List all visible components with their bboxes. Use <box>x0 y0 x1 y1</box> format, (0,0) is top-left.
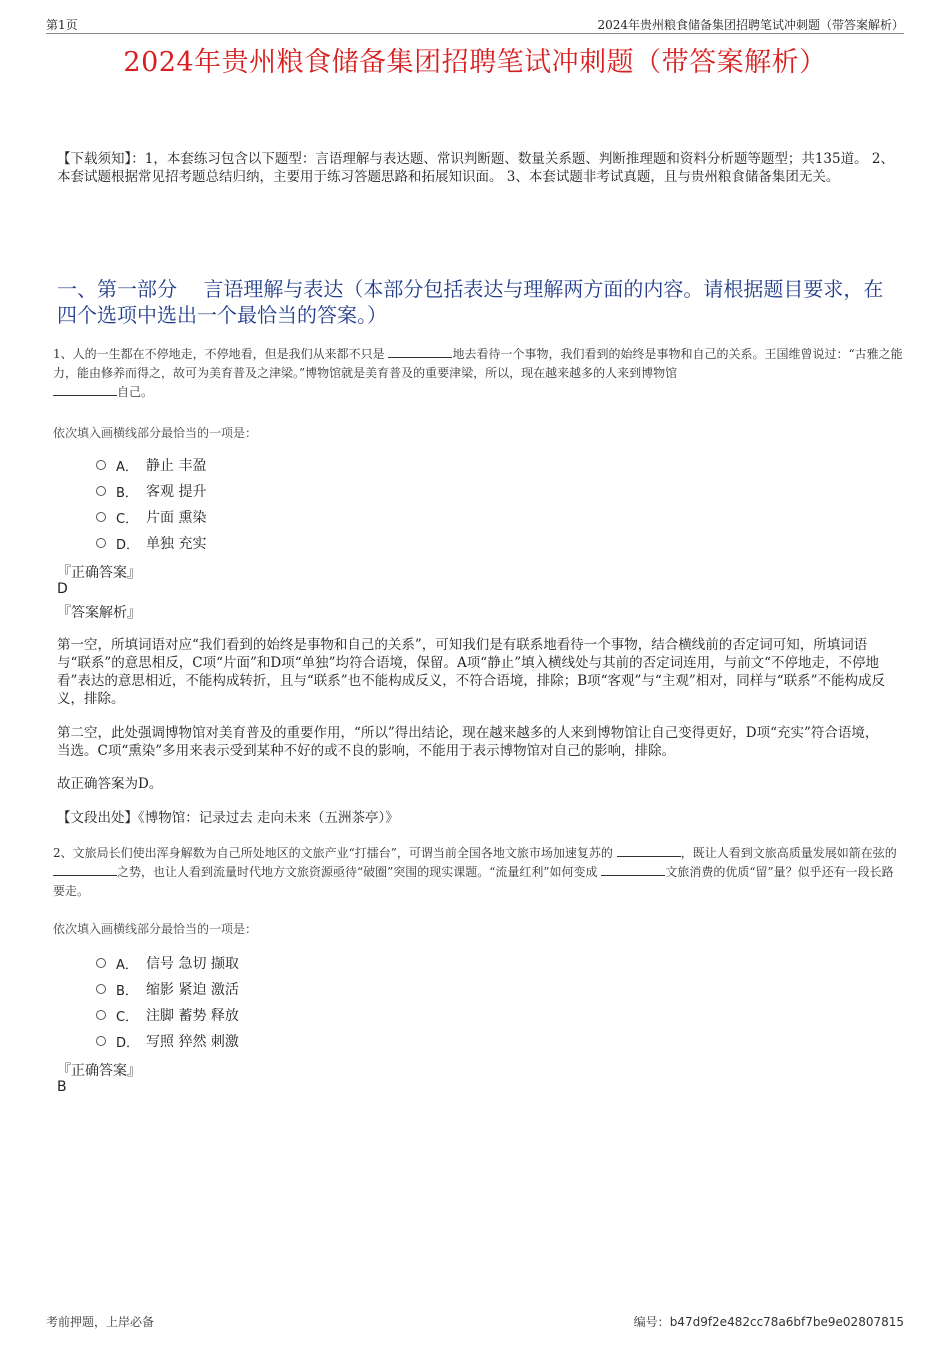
analysis-paragraph-2: 第二空，此处强调博物馆对美育普及的重要作用，“所以”得出结论，现在越来越多的人来到博物馆让自己变得更好，D项“充实”符合语境，当选。C项“熏染”多用来表示受到某种不好的或不良的影响，不能用于表示博物馆对自己的影响，排除。 <box>57 725 879 759</box>
answer-label: 『正确答案』 <box>57 1063 141 1079</box>
analysis-label: 『答案解析』 <box>57 605 141 621</box>
radio-icon[interactable] <box>96 512 106 522</box>
blank <box>388 345 452 358</box>
answer-value: B <box>57 1079 67 1095</box>
radio-icon[interactable] <box>96 1036 106 1046</box>
footer-code: 编号：b47d9f2e482cc78a6bf7be9e02807815 <box>633 1315 904 1329</box>
section-title: 一、第一部分 言语理解与表达（本部分包括表达与理解两方面的内容。请根据题目要求，在四个选项中选出一个最恰当的答案。） <box>57 277 884 327</box>
blank <box>601 863 665 876</box>
radio-icon[interactable] <box>96 958 106 968</box>
question-2-options <box>96 950 239 1054</box>
option-c[interactable]: C． 片面 熏染 <box>96 504 206 530</box>
header-doc-title: 2024年贵州粮食储备集团招聘笔试冲刺题（带答案解析） <box>597 18 904 32</box>
option-b[interactable]: B． 缩影 紧迫 激活 <box>96 976 239 1002</box>
option-a[interactable]: A． 静止 丰盈 <box>96 452 206 478</box>
radio-icon[interactable] <box>96 1010 106 1020</box>
footer-slogan: 考前押题，上岸必备 <box>46 1315 155 1329</box>
option-c[interactable]: C． 注脚 蓄势 释放 <box>96 1002 239 1028</box>
blank <box>53 383 117 396</box>
page-title: 2024年贵州粮食储备集团招聘笔试冲刺题（带答案解析） <box>123 47 827 78</box>
option-d[interactable]: D． 单独 充实 <box>96 530 206 556</box>
answer-label: 『正确答案』 <box>57 565 141 581</box>
analysis-conclusion: 故正确答案为D。 <box>57 776 163 792</box>
question-1-instruction: 依次填入画横线部分最恰当的一项是： <box>53 426 258 440</box>
radio-icon[interactable] <box>96 984 106 994</box>
option-d[interactable]: D． 写照 猝然 刺激 <box>96 1028 239 1054</box>
question-2-instruction: 依次填入画横线部分最恰当的一项是： <box>53 922 258 936</box>
download-notice: 【下载须知】：1，本套练习包含以下题型：言语理解与表达题、常识判断题、数量关系题、判断推理题和资料分析题等题型；共135道。 2、本套试题根据常见招考题总结归纳，主要用于练习答题思路和拓展知识面。 3、本套试题非考试真题，且与贵州粮食储备集团无关。 <box>57 151 894 185</box>
radio-icon[interactable] <box>96 486 106 496</box>
radio-icon[interactable] <box>96 460 106 470</box>
blank <box>617 844 681 857</box>
blank <box>53 863 117 876</box>
option-a[interactable]: A． 信号 急切 撷取 <box>96 950 239 976</box>
answer-value: D <box>57 581 68 597</box>
radio-icon[interactable] <box>96 538 106 548</box>
question-2-text: 2、文旅局长们使出浑身解数为自己所处地区的文旅产业“打擂台”，可谓当前全国各地文旅市场加速复苏的 ，既让人看到文旅高质量发展如箭在弦的 之势，也让人看到流量时代地方文旅资源亟待“破圈”突围的现实课题。“流量红利”如何变成 文旅消费的优质“留”量？似乎还有一段长路要走。 <box>53 846 897 898</box>
question-1-text: 1、人的一生都在不停地走，不停地看，但是我们从来都不只是 地去看待一个事物，我们看到的始终是事物和自己的关系。王国维曾说过：“古雅之能力，能由修养而得之，故可为美育普及之津梁。”博物馆就是美育普及的重要津梁，所以，现在越来越多的人来到博物馆 自己。 <box>53 347 903 399</box>
option-b[interactable]: B． 客观 提升 <box>96 478 206 504</box>
question-1-options <box>96 452 206 556</box>
page-number: 第1页 <box>46 18 78 32</box>
analysis-paragraph-1: 第一空，所填词语对应“我们看到的始终是事物和自己的关系”，可知我们是有联系地看待一个事物，结合横线前的否定词可知，所填词语与“联系”的意思相反，C项“片面”和D项“单独”均符合语境，保留。A项“静止”填入横线处与其前的否定词连用，与前文“不停地走，不停地看”表达的意思相近，不能构成转折，且与“联系”也不能构成反义，不符合语境，排除；B项“客观”与“主观”相对，同样与“联系”不能构成反义，排除。 <box>57 637 886 707</box>
page-header <box>46 13 904 34</box>
source-citation: 【文段出处】《博物馆：记录过去 走向未来（五洲茶亭）》 <box>57 810 399 826</box>
